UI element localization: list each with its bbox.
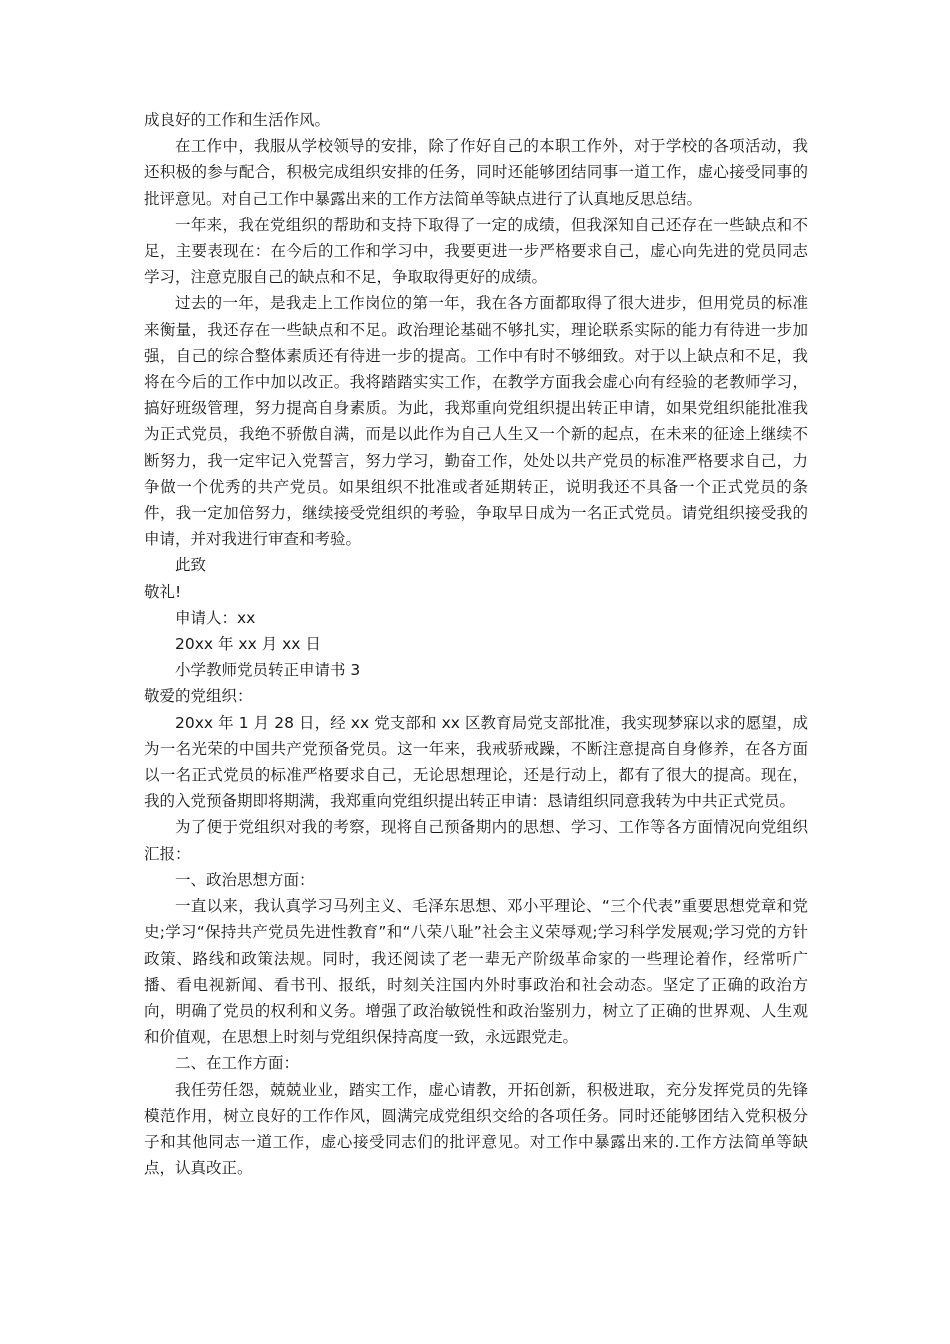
paragraph: 为了便于党组织对我的考察，现将自己预备期内的思想、学习、工作等各方面情况向党组织汇报： <box>144 818 808 863</box>
signature-date: 20xx 年 xx 月 xx 日 <box>175 635 321 654</box>
document-body <box>144 107 808 1181</box>
applicant-signature: 申请人：xx <box>175 608 256 627</box>
closing-regards: 敬礼! <box>144 582 182 601</box>
paragraph: 过去的一年，是我走上工作岗位的第一年，我在各方面都取得了很大进步，但用党员的标准来衡量，我还存在一些缺点和不足。政治理论基础不够扎实，理论联系实际的能力有待进一步加强，自己的综合整体素质还有待进一步的提高。工作中有时不够细致。对于以上缺点和不足，我将在今后的工作中加以改正。我将踏踏实实工作，在教学方面我会虚心向有经验的老教师学习，搞好班级管理，努力提高自身素质。为此，我郑重向党组织提出转正申请，如果党组织能批准我为正式党员，我绝不骄傲自满，而是以此作为自己人生又一个新的起点，在未来的征途上继续不断努力，我一定牢记入党誓言，努力学习，勤奋工作，处处以共产党员的标准严格要求自己，力争做一个优秀的共产党员。如果组织不批准或者延期转正，说明我还不具备一个正式党员的条件，我一定加倍努力，继续接受党组织的考验，争取早日成为一名正式党员。请党组织接受我的申请，并对我进行审查和考验。 <box>144 294 808 549</box>
paragraph: 成良好的工作和生活作风。 <box>144 111 331 129</box>
paragraph: 在工作中，我服从学校领导的安排，除了作好自己的本职工作外，对于学校的各项活动，我还积极的参与配合，积极完成组织安排的任务，同时还能够团结同事一道工作，虚心接受同事的批评意见。对自己工作中暴露出来的工作方法简单等缺点进行了认真地反思总结。 <box>144 137 808 208</box>
letter-greeting: 敬爱的党组织： <box>144 687 253 706</box>
closing-salutation: 此致 <box>175 556 207 575</box>
paragraph: 一直以来，我认真学习马列主义、毛泽东思想、邓小平理论、“三个代表”重要思想党章和党史;学习“保持共产党员先进性教育”和“八荣八耻”社会主义荣辱观;学习科学发展观;学习党的方针政策、路线和政策法规。同时，我还阅读了老一辈无产阶级革命家的一些理论着作，经常听广播、看电视新闻、看书刊、报纸，时刻关注国内外时事政治和社会动态。坚定了正确的政治方向，明确了党员的权利和义务。增强了政治敏锐性和政治鉴别力，树立了正确的世界观、人生观和价值观，在思想上时刻与党组织保持高度一致，永远跟党走。 <box>144 897 808 1047</box>
paragraph: 一年来，我在党组织的帮助和支持下取得了一定的成绩，但我深知自己还存在一些缺点和不足，主要表现在：在今后的工作和学习中，我要更进一步严格要求自己，虚心向先进的党员同志学习，注意克服自己的缺点和不足，争取取得更好的成绩。 <box>144 215 808 287</box>
subsection-heading: 一、政治思想方面： <box>175 870 315 889</box>
paragraph: 我任劳任怨，兢兢业业，踏实工作，虚心请教，开拓创新，积极进取，充分发挥党员的先锋模范作用，树立良好的工作作风，圆满完成党组织交给的各项任务。同时还能够团结入党积极分子和其他同志一道工作，虚心接受同志们的批评意见。对工作中暴露出来的.工作方法简单等缺点，认真改正。 <box>144 1080 808 1178</box>
paragraph: 20xx 年 1 月 28 日，经 xx 党支部和 xx 区教育局党支部批准，我实现梦寐以求的愿望，成为一名光荣的中国共产党预备党员。这一年来，我戒骄戒躁，不断注意提高自身修养，在各方面以一名正式党员的标准严格要求自己，无论思想理论，还是行动上，都有了很大的提高。现在，我的入党预备期即将期满，我郑重向党组织提出转正申请：恳请组织同意我转为中共正式党员。 <box>144 713 808 811</box>
subsection-heading: 二、在工作方面： <box>175 1054 300 1073</box>
section-title: 小学教师党员转正申请书 3 <box>175 661 361 680</box>
